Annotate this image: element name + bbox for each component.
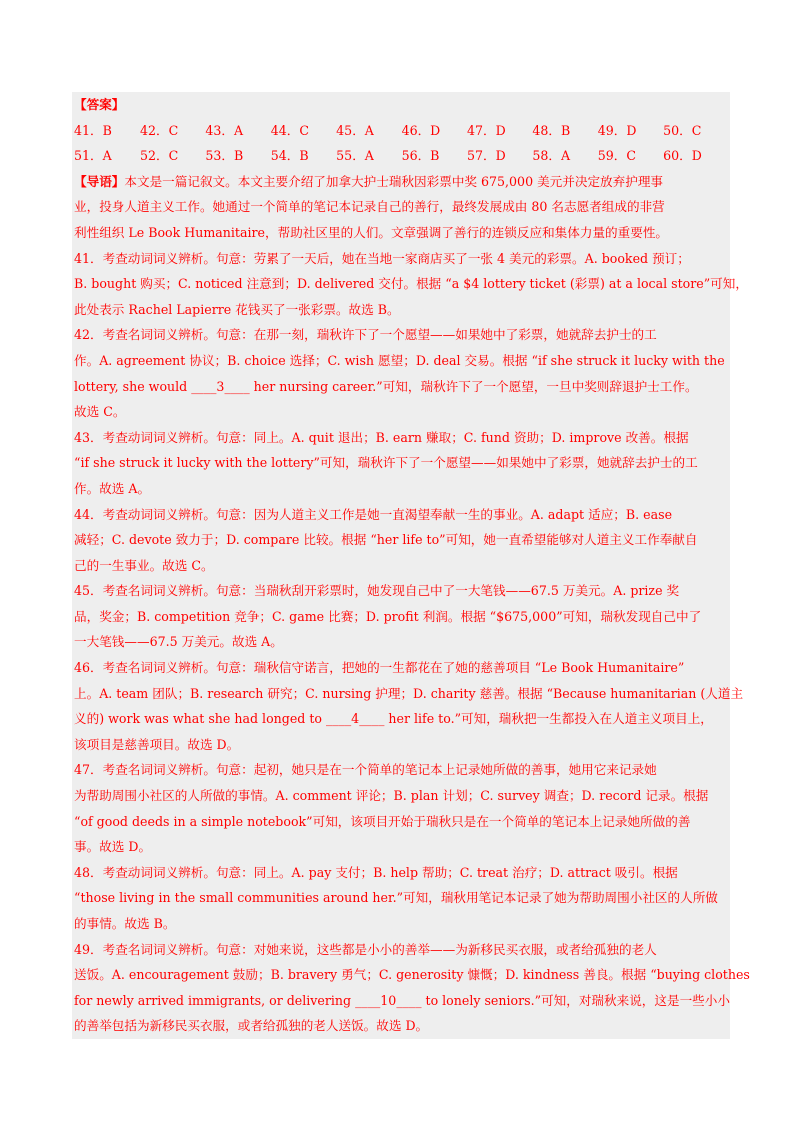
answer-item: 55．A <box>336 148 374 164</box>
text-line: 为帮助周围小社区的人所做的事情。A. comment 评论；B. plan 计划；C. survey 调查；D. record 记录。根据 <box>74 788 709 804</box>
answer-item: 52．C <box>140 148 179 164</box>
answer-explanation-block <box>72 92 750 1039</box>
text-line: 事。故选 D。 <box>74 839 152 855</box>
answer-item: 41．B <box>74 122 112 138</box>
answer-item: 59．C <box>597 148 636 164</box>
answer-item: 46．D <box>401 122 441 138</box>
text-line: 42．考查名词词义辨析。句意：在那一刻，瑞秋许下了一个愿望——如果她中了彩票，她就辞去护士的工 <box>74 327 657 343</box>
answer-item: 45．A <box>336 122 374 138</box>
answer-item: 48．B <box>532 122 571 138</box>
answer-item: 51．A <box>74 148 112 164</box>
text-line: 该项目是慈善项目。故选 D。 <box>74 736 240 752</box>
text-line: 义的) work was what she had longed to ____4____ her life to.”可知，瑞秋把一生都投入在人道主义项目上， <box>74 711 713 727</box>
text-line: 业，投身人道主义工作。她通过一个简单的笔记本记录自己的善行，最终发展成由 80 名志愿者组成的非营 <box>74 199 665 215</box>
answer-item: 56．B <box>401 148 440 164</box>
text-line: 利性组织 Le Book Humanitaire，帮助社区里的人们。文章强调了善行的连锁反应和集体力量的重要性。 <box>74 224 669 240</box>
text-line: 49．考查名词词义辨析。句意：对她来说，这些都是小小的善举——为新移民买衣服，或者给孤独的老人 <box>74 941 657 957</box>
text-line: 上。A. team 团队；B. research 研究；C. nursing 护理；D. charity 慈善。根据 “Because humanitarian (人道主 <box>74 685 744 701</box>
answer-item: 50．C <box>663 122 702 138</box>
guide-heading: 【导语】 <box>74 173 125 189</box>
text-line: 品，奖金；B. competition 竞争；C. game 比赛；D. profit 利润。根据 “$675,000”可知，瑞秋发现自己中了 <box>74 608 702 624</box>
text-line: “if she struck it lucky with the lottery”可知，瑞秋许下了一个愿望——如果她中了彩票，她就辞去护士的工 <box>74 455 698 471</box>
text-line: 本文是一篇记叙文。本文主要介绍了加拿大护士瑞秋因彩票中奖 675,000 美元并决定放弃护理事 <box>124 173 664 189</box>
text-line: 45．考查名词词义辨析。句意：当瑞秋刮开彩票时，她发现自己中了一大笔钱——67.5 万美元。A. prize 奖 <box>74 583 680 599</box>
text-line: for newly arrived immigrants, or delivering ____10____ to lonely seniors.”可知，对瑞秋来说，这是一些小小 <box>74 992 730 1008</box>
text-line: lottery, she would ____3____ her nursing career.”可知，瑞秋许下了一个愿望，一旦中奖则辞退护士工作。 <box>74 378 698 394</box>
text-line: “of good deeds in a simple notebook”可知，该项目开始于瑞秋只是在一个简单的笔记本上记录她所做的善 <box>74 813 691 829</box>
answer-item: 44．C <box>270 122 310 138</box>
text-line: 47．考查名词词义辨析。句意：起初，她只是在一个简单的笔记本上记录她所做的善事，她用它来记录她 <box>74 762 657 778</box>
answer-item: 47．D <box>466 122 506 138</box>
text-line: 48．考查动词词义辨析。句意：同上。A. pay 支付；B. help 帮助；C. treat 治疗；D. attract 吸引。根据 <box>74 864 678 880</box>
answer-item: 58．A <box>532 148 571 164</box>
text-line: 43．考查动词词义辨析。句意：同上。A. quit 退出；B. earn 赚取；C. fund 资助；D. improve 改善。根据 <box>74 429 689 445</box>
text-line: “those living in the small communities around her.”可知，瑞秋用笔记本记录了她为帮助周围小社区的人所做 <box>74 890 718 906</box>
text-line: 作。故选 A。 <box>74 480 151 496</box>
text-line: 44．考查动词词义辨析。句意：因为人道主义工作是她一直渴望奉献一生的事业。A. adapt 适应；B. ease <box>74 506 673 522</box>
answers-heading: 【答案】 <box>74 97 125 112</box>
answer-item: 42．C <box>140 122 179 138</box>
text-line: 减轻；C. devote 致力于；D. compare 比较。根据 “her life to”可知，她一直希望能够对人道主义工作奉献自 <box>74 532 698 548</box>
text-line: 41．考查动词词义辨析。句意：劳累了一天后，她在当地一家商店买了一张 4 美元的彩票。A. booked 预订； <box>74 250 690 266</box>
text-line: 故选 C。 <box>74 404 126 420</box>
answers-row-1 <box>74 118 730 144</box>
guide-line <box>74 169 730 195</box>
answer-item: 43．A <box>205 122 244 138</box>
text-line: 作。A. agreement 协议；B. choice 选择；C. wish 愿望；D. deal 交易。根据 “if she struck it lucky with the <box>74 352 725 368</box>
text-line: 的事情。故选 B。 <box>74 916 176 931</box>
text-line: 一大笔钱——67.5 万美元。故选 A。 <box>74 634 283 650</box>
text-line: B. bought 购买；C. noticed 注意到；D. delivered 交付。根据 “a $4 lottery ticket (彩票) at a local store”可知， <box>74 276 748 292</box>
answer-item: 54．B <box>270 148 309 164</box>
answer-item: 60．D <box>663 148 702 164</box>
answer-item: 53．B <box>205 148 244 164</box>
text-line: 己的一生事业。故选 C。 <box>74 557 214 573</box>
text-line: 送饭。A. encouragement 鼓励；B. bravery 勇气；C. generosity 慷慨；D. kindness 善良。根据 “buying clothes <box>74 967 750 983</box>
text-line: 46．考查名词词义辨析。句意：瑞秋信守诺言，把她的一生都花在了她的慈善项目 “Le Book Humanitaire” <box>74 660 685 676</box>
text-line: 此处表示 Rachel Lapierre 花钱买了一张彩票。故选 B。 <box>74 301 400 317</box>
text-line: 的善举包括为新移民买衣服，或者给孤独的老人送饭。故选 D。 <box>74 1018 429 1034</box>
answers-row-2 <box>74 143 730 169</box>
answer-item: 57．D <box>466 148 506 164</box>
answer-item: 49．D <box>597 122 637 138</box>
